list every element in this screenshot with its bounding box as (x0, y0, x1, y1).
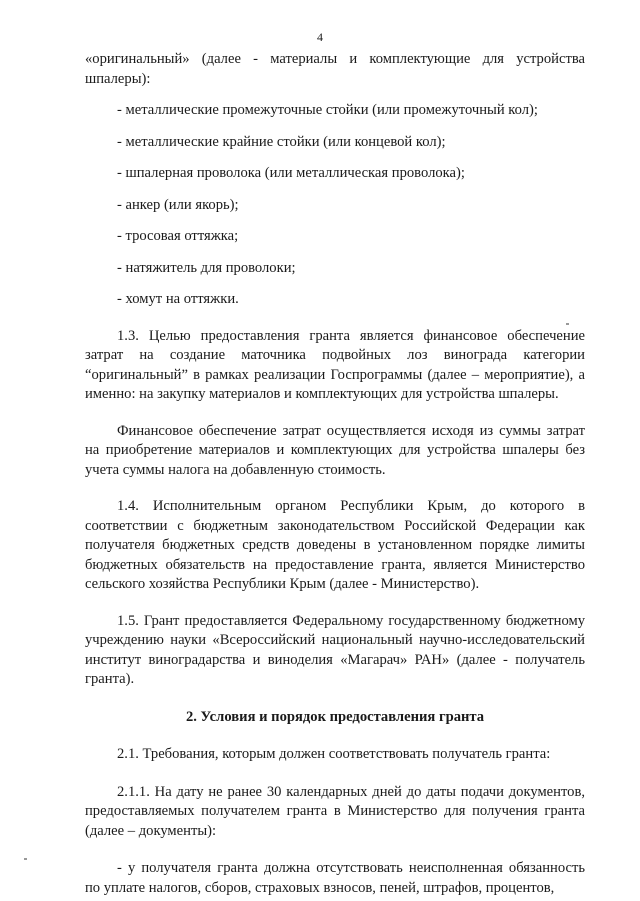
list-item: - шпалерная проволока (или металлическая проволока); (117, 165, 465, 181)
paragraph-2-1-1: 2.1.1. На дату не ранее 30 календарных дней до даты подачи документов, предоставляемых получателем гранта в Министерство для получения гранта (далее – документы): (85, 783, 585, 839)
paragraph-1-4: 1.4. Исполнительным органом Республики Крым, до которого в соответствии с бюджетным законодательством Российской Федерации как получателя бюджетных средств доведены в установленном порядке лимиты бюджетных обязательств на предоставление гранта, является Министерство сельского хозяйства Республики Крым (далее - Министерство). (85, 498, 585, 592)
list-item: - тросовая оттяжка; (117, 228, 239, 244)
paragraph-2-1: 2.1. Требования, которым должен соответствовать получатель гранта: (117, 746, 551, 762)
list-item: - металлические промежуточные стойки (или промежуточный кол); (117, 102, 538, 118)
list-item: - металлические крайние стойки (или концевой кол); (117, 133, 446, 150)
page-number: 4 (317, 30, 323, 44)
document-body (85, 50, 585, 898)
list-item: - хомут на оттяжки. (117, 291, 239, 307)
intro-paragraph: «оригинальный» (далее - материалы и комплектующие для устройства шпалеры): (85, 51, 585, 87)
list-item: - анкер (или якорь); (117, 196, 239, 213)
section-heading-2: 2. Условия и порядок предоставления гранта (185, 708, 485, 725)
paragraph-tax-obligations: - у получателя гранта должна отсутствовать неисполненная обязанность по уплате налогов, сборов, страховых взносов, пеней, штрафов, процентов, (85, 860, 585, 896)
paragraph-financing: Финансовое обеспечение затрат осуществляется исходя из суммы затрат на приобретение материалов и комплектующих для устройства шпалеры без учета суммы налога на добавленную стоимость. (85, 422, 585, 478)
list-item: - натяжитель для проволоки; (117, 259, 296, 276)
paragraph-1-5: 1.5. Грант предоставляется Федеральному государственному бюджетному учреждению науки «Всероссийский национальный научно-исследовательский институт виноградарства и виноделия «Магарач» РАН» (далее - получатель гранта). (85, 612, 585, 687)
scan-speck (566, 323, 569, 325)
scan-speck (24, 858, 27, 860)
paragraph-1-3: 1.3. Целью предоставления гранта является финансовое обеспечение затрат на создание маточника подвойных лоз винограда категории “оригинальный” в рамках реализации Госпрограммы (далее – мероприятие), а именно: на закупку материалов и комплектующих для устройства шпалеры. (85, 327, 585, 402)
